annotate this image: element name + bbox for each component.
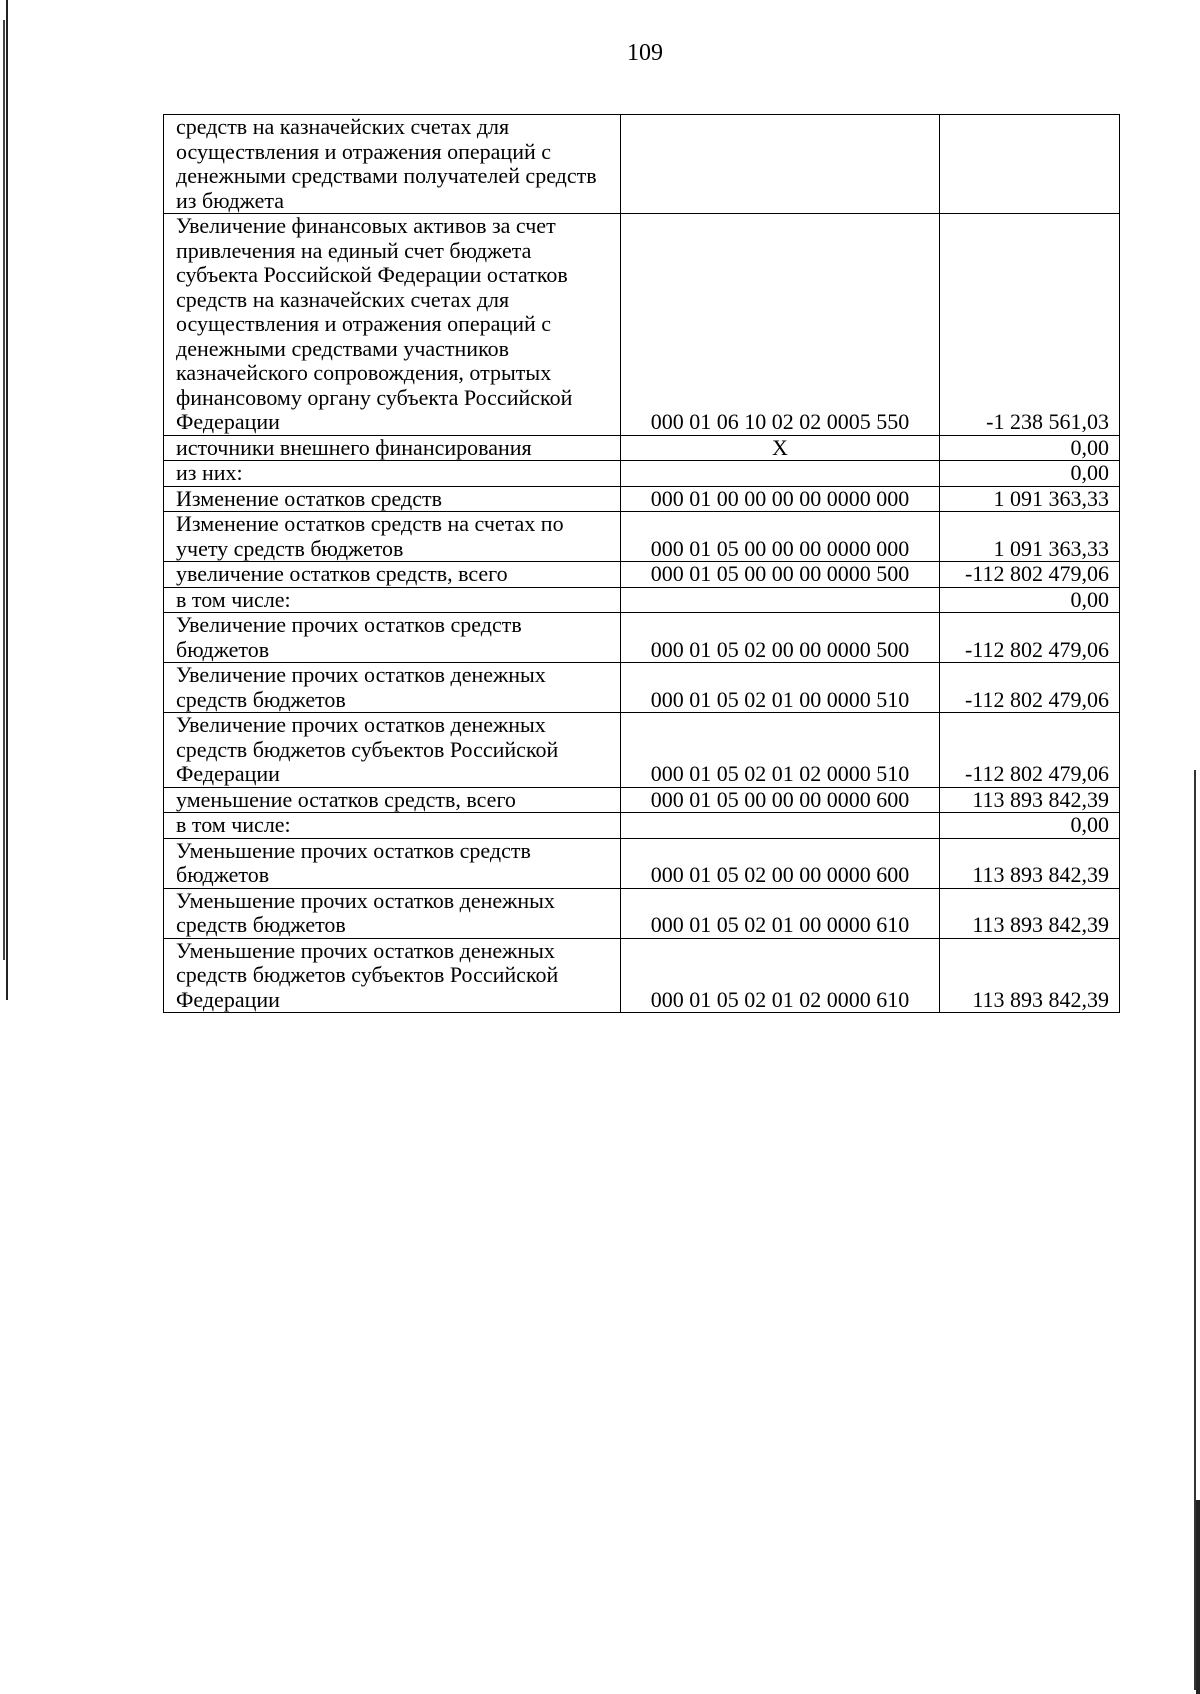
scan-edge-right-lower bbox=[1196, 1500, 1200, 1694]
table-row bbox=[164, 787, 1120, 813]
row-name: в том числе: bbox=[164, 813, 621, 839]
row-code: 000 01 05 02 00 00 0000 600 bbox=[621, 838, 940, 888]
row-amount: 0,00 bbox=[940, 461, 1120, 487]
row-name: Увеличение финансовых активов за счет привлечения на единый счет бюджета субъекта Российской Федерации остатков средств на казначейских счетах для осуществления и отражения операций с денежными средствами участников казначейского сопровождения, отрытых финансовому органу субъекта Российской Федерации bbox=[164, 214, 621, 436]
row-amount: -112 802 479,06 bbox=[940, 613, 1120, 663]
row-amount: 0,00 bbox=[940, 587, 1120, 613]
row-name: из них: bbox=[164, 461, 621, 487]
row-amount: 113 893 842,39 bbox=[940, 787, 1120, 813]
table-row bbox=[164, 713, 1120, 788]
row-code: X bbox=[621, 435, 940, 461]
sources-financing-table bbox=[163, 114, 1120, 1013]
row-amount: 113 893 842,39 bbox=[940, 938, 1120, 1013]
row-amount: 1 091 363,33 bbox=[940, 486, 1120, 512]
row-code bbox=[621, 587, 940, 613]
row-name: Уменьшение прочих остатков денежных средств бюджетов bbox=[164, 888, 621, 938]
row-name: Увеличение прочих остатков средств бюджетов bbox=[164, 613, 621, 663]
row-code: 000 01 05 02 01 00 0000 510 bbox=[621, 663, 940, 713]
table-row bbox=[164, 562, 1120, 588]
row-code bbox=[621, 813, 940, 839]
row-name: Уменьшение прочих остатков средств бюджетов bbox=[164, 838, 621, 888]
row-amount: 113 893 842,39 bbox=[940, 888, 1120, 938]
row-code: 000 01 05 00 00 00 0000 600 bbox=[621, 787, 940, 813]
row-code: 000 01 05 02 01 02 0000 510 bbox=[621, 713, 940, 788]
table-row bbox=[164, 888, 1120, 938]
table-row bbox=[164, 435, 1120, 461]
row-name: уменьшение остатков средств, всего bbox=[164, 787, 621, 813]
row-amount: 0,00 bbox=[940, 435, 1120, 461]
table-row bbox=[164, 663, 1120, 713]
row-amount: -112 802 479,06 bbox=[940, 713, 1120, 788]
row-amount: -1 238 561,03 bbox=[940, 214, 1120, 436]
table-row bbox=[164, 838, 1120, 888]
row-amount: 1 091 363,33 bbox=[940, 512, 1120, 562]
row-code: 000 01 05 02 01 00 0000 610 bbox=[621, 888, 940, 938]
row-code: 000 01 06 10 02 02 0005 550 bbox=[621, 214, 940, 436]
row-amount: 113 893 842,39 bbox=[940, 838, 1120, 888]
table-row bbox=[164, 938, 1120, 1013]
row-name: увеличение остатков средств, всего bbox=[164, 562, 621, 588]
row-code: 000 01 05 00 00 00 0000 500 bbox=[621, 562, 940, 588]
row-code: 000 01 00 00 00 00 0000 000 bbox=[621, 486, 940, 512]
table-row bbox=[164, 486, 1120, 512]
row-name: Увеличение прочих остатков денежных средств бюджетов субъектов Российской Федерации bbox=[164, 713, 621, 788]
table-row bbox=[164, 512, 1120, 562]
row-code: 000 01 05 02 01 02 0000 610 bbox=[621, 938, 940, 1013]
row-code: 000 01 05 02 00 00 0000 500 bbox=[621, 613, 940, 663]
row-name: средств на казначейских счетах для осуществления и отражения операций с денежными средствами получателей средств из бюджета bbox=[164, 115, 621, 214]
table-row bbox=[164, 115, 1120, 214]
row-code bbox=[621, 461, 940, 487]
table-row bbox=[164, 613, 1120, 663]
row-amount bbox=[940, 115, 1120, 214]
row-name: Изменение остатков средств на счетах по учету средств бюджетов bbox=[164, 512, 621, 562]
table-row bbox=[164, 587, 1120, 613]
page-number: 109 bbox=[627, 40, 663, 66]
table-row bbox=[164, 214, 1120, 436]
row-amount: 0,00 bbox=[940, 813, 1120, 839]
row-name: источники внешнего финансирования bbox=[164, 435, 621, 461]
row-amount: -112 802 479,06 bbox=[940, 562, 1120, 588]
row-code bbox=[621, 115, 940, 214]
table-row bbox=[164, 813, 1120, 839]
table-row bbox=[164, 461, 1120, 487]
row-name: Увеличение прочих остатков денежных средств бюджетов bbox=[164, 663, 621, 713]
row-name: Уменьшение прочих остатков денежных средств бюджетов субъектов Российской Федерации bbox=[164, 938, 621, 1013]
row-name: в том числе: bbox=[164, 587, 621, 613]
row-amount: -112 802 479,06 bbox=[940, 663, 1120, 713]
row-code: 000 01 05 00 00 00 0000 000 bbox=[621, 512, 940, 562]
scan-edge-left-inner bbox=[3, 20, 5, 960]
row-name: Изменение остатков средств bbox=[164, 486, 621, 512]
